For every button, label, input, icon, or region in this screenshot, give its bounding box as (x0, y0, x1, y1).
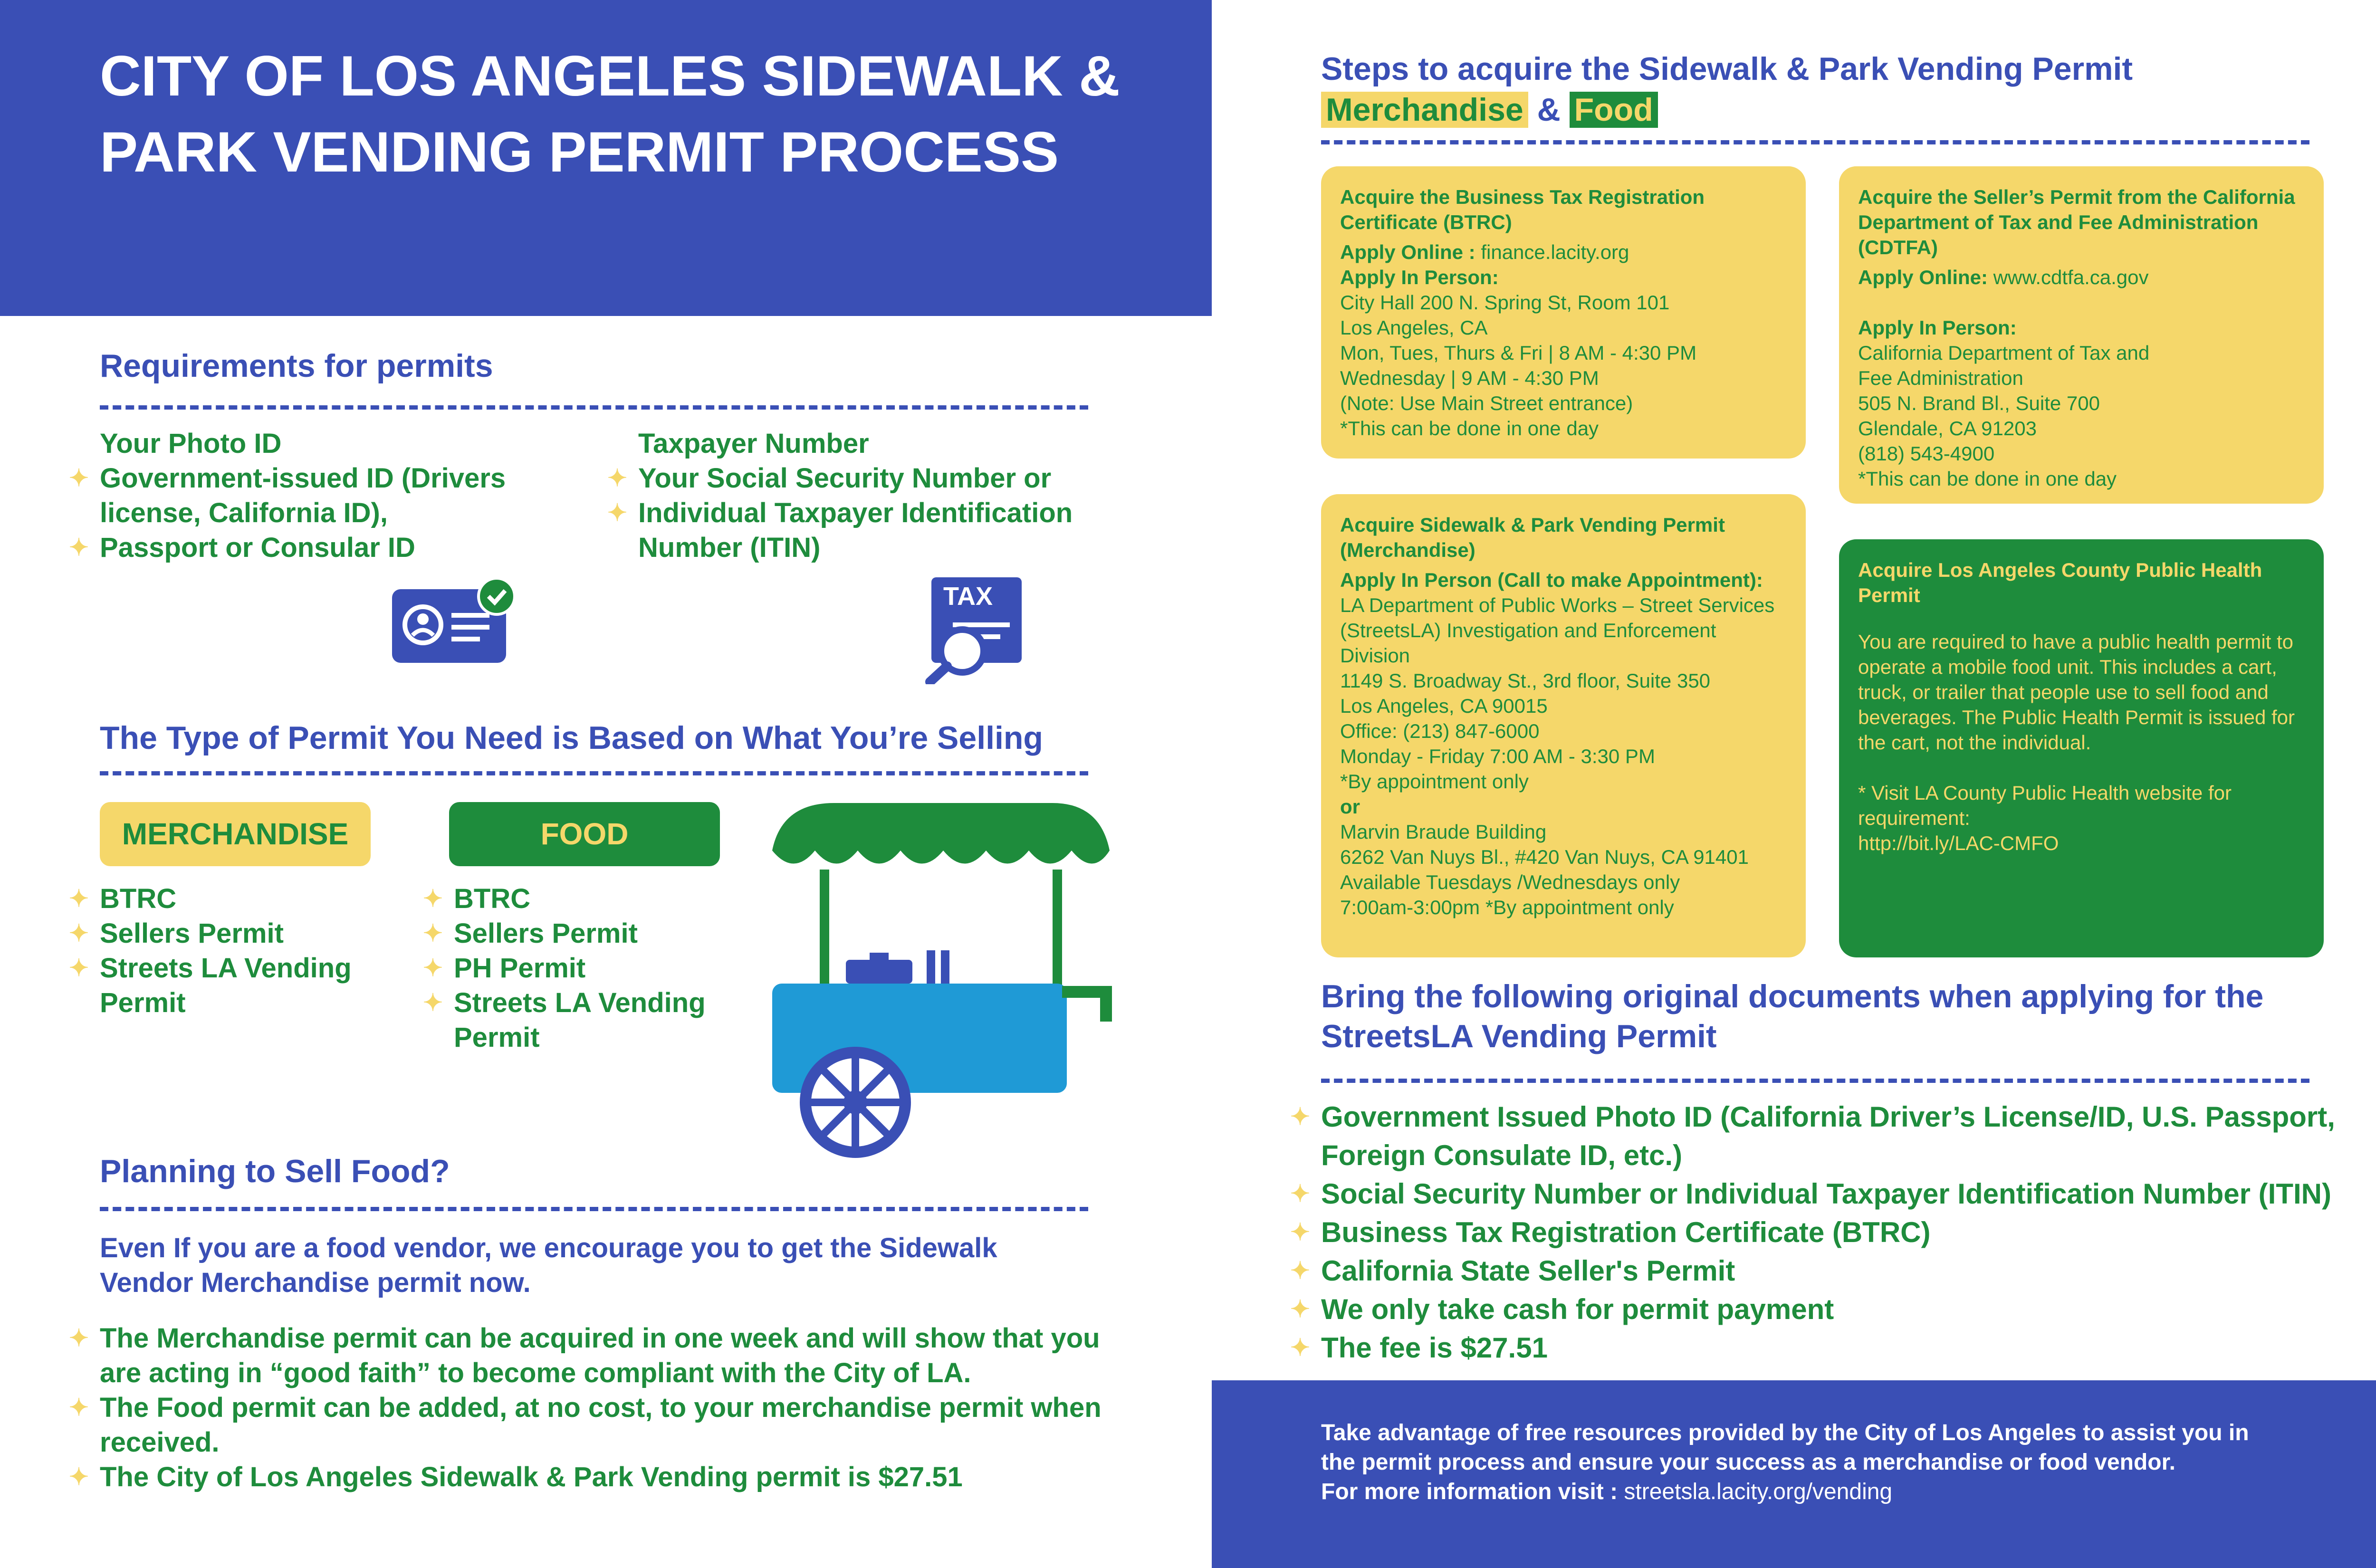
card-line: (818) 543-4900 (1858, 442, 1995, 465)
steps-title: Steps to acquire the Sidewalk & Park Vending Permit (1321, 51, 2133, 87)
footer-line: the permit process and ensure your success as a merchandise or food vendor. (1321, 1450, 2175, 1475)
card-line: *This can be done in one day (1340, 417, 1599, 440)
list-item: ✦ We only take cash for permit payment (1321, 1290, 2376, 1329)
tax-icon-label: TAX (943, 582, 993, 611)
card-line: Marvin Braude Building (1340, 821, 1547, 843)
card-line: Mon, Tues, Thurs & Fri | 8 AM - 4:30 PM (1340, 342, 1697, 364)
cdtfa-card-title: Acquire the Seller’s Permit from the California Department of Tax and Fee Administration (CDTFA) (1858, 186, 2295, 258)
divider (100, 771, 1088, 775)
food-tag: Food (1570, 92, 1658, 128)
apply-online-label: Apply Online: (1858, 266, 1988, 288)
list-item: ✦ Government Issued Photo ID (California Driver’s License/ID, U.S. Passport, Foreign Consulate ID, etc.) (1321, 1098, 2376, 1175)
apply-in-person-label: Apply In Person: (1858, 316, 2017, 339)
card-line: 6262 Van Nuys Bl., #420 Van Nuys, CA 91401 (1340, 846, 1749, 868)
merchandise-list (100, 881, 404, 1020)
list-item: ✦ Streets LA Vending Permit (100, 951, 404, 1020)
card-line: Monday - Friday 7:00 AM - 3:30 PM (1340, 745, 1655, 767)
btrc-card (1321, 166, 1806, 459)
card-line: 7:00am-3:00pm *By appointment only (1340, 896, 1674, 918)
list-item: ✦ Your Social Security Number or (638, 461, 1137, 496)
divider (100, 405, 1088, 410)
list-item: ✦ The Food permit can be added, at no cost, to your merchandise permit when received. (100, 1390, 1117, 1460)
list-item: ✦ The Merchandise permit can be acquired in one week and will show that you are acting in “good faith” to become compliant with the City of LA. (100, 1321, 1117, 1390)
page-title: CITY OF LOS ANGELES SIDEWALK & PARK VENDING PERMIT PROCESS (100, 44, 1120, 184)
health-card (1839, 539, 2324, 957)
divider (100, 1207, 1088, 1211)
list-item: ✦ The City of Los Angeles Sidewalk & Park Vending permit is $27.51 (100, 1460, 1117, 1494)
btrc-card-title: Acquire the Business Tax Registration Certificate (BTRC) (1340, 186, 1705, 233)
list-item: ✦ Sellers Permit (454, 916, 748, 951)
footer-text (1321, 1418, 2376, 1507)
planning-title: Planning to Sell Food? (100, 1153, 450, 1189)
taxpayer-list (638, 461, 1137, 565)
list-item: ✦ Sellers Permit (100, 916, 404, 951)
documents-title: Bring the following original documents when applying for the StreetsLA Vending Permit (1321, 978, 2264, 1054)
planning-intro: Even If you are a food vendor, we encourage you to get the Sidewalk Vendor Merchandise permit now. (100, 1233, 997, 1298)
planning-list (100, 1321, 1117, 1494)
ampersand: & (1537, 92, 1561, 128)
card-line: Wednesday | 9 AM - 4:30 PM (1340, 367, 1599, 389)
health-card-title: Acquire Los Angeles County Public Health Permit (1858, 559, 2262, 606)
card-line: Los Angeles, CA 90015 (1340, 695, 1548, 717)
or-label: or (1340, 795, 1360, 818)
list-item: ✦ Individual Taxpayer Identification Number (ITIN) (638, 496, 1137, 565)
health-card-link[interactable]: http://bit.ly/LAC-CMFO (1858, 832, 2059, 854)
list-item: ✦ BTRC (454, 881, 748, 916)
apply-online-link[interactable]: www.cdtfa.ca.gov (1993, 266, 2149, 288)
health-card-note: * Visit LA County Public Health website for requirement: (1858, 782, 2232, 829)
list-item: ✦ BTRC (100, 881, 404, 916)
vending-card-title: Acquire Sidewalk & Park Vending Permit (Merchandise) (1340, 514, 1725, 561)
list-item: ✦ Social Security Number or Individual Taxpayer Identification Number (ITIN) (1321, 1175, 2376, 1213)
food-list (454, 881, 748, 1055)
apply-in-person-label: Apply In Person (Call to make Appointment): (1340, 569, 1763, 591)
card-line: *By appointment only (1340, 770, 1529, 793)
merchandise-badge: MERCHANDISE (100, 802, 371, 866)
list-item: ✦ PH Permit (454, 951, 748, 985)
documents-list (1321, 1098, 2376, 1367)
card-line: LA Department of Public Works – Street Services (StreetsLA) Investigation and Enforcement Division (1340, 594, 1775, 667)
taxpayer-title: Taxpayer Number (638, 428, 869, 459)
permit-type-title: The Type of Permit You Need is Based on What You’re Selling (100, 720, 1043, 756)
merchandise-tag: Merchandise (1321, 92, 1528, 128)
card-line: *This can be done in one day (1858, 468, 2117, 490)
list-item: ✦ The fee is $27.51 (1321, 1329, 2376, 1367)
footer-line: Take advantage of free resources provided by the City of Los Angeles to assist you in (1321, 1420, 2249, 1445)
card-line: 505 N. Brand Bl., Suite 700 (1858, 392, 2100, 414)
food-cart-illustration (767, 798, 1114, 1159)
photo-id-title: Your Photo ID (100, 428, 282, 459)
divider (1321, 1079, 2309, 1083)
photo-id-list (100, 461, 589, 565)
requirements-title: Requirements for permits (100, 348, 493, 384)
tax-icon (924, 575, 1029, 684)
divider (1321, 140, 2309, 144)
list-item: ✦ Passport or Consular ID (100, 530, 589, 565)
vending-card (1321, 494, 1806, 957)
permit-tags (1321, 90, 1658, 129)
footer-link[interactable]: streetsla.lacity.org/vending (1624, 1479, 1893, 1504)
card-line: Glendale, CA 91203 (1858, 417, 2037, 440)
apply-in-person-label: Apply In Person: (1340, 266, 1499, 288)
card-line: Los Angeles, CA (1340, 316, 1488, 339)
health-card-body: You are required to have a public health permit to operate a mobile food unit. This includes a cart, truck, or trailer that people use to sell food and beverages. The Public Health Permit is issued for the cart, not the individual. (1858, 631, 2295, 754)
card-line: Office: (213) 847-6000 (1340, 720, 1540, 742)
footer-more-label: For more information visit : (1321, 1479, 1618, 1504)
apply-online-label: Apply Online : (1340, 241, 1475, 263)
list-item: ✦ Government-issued ID (Drivers license, California ID), (100, 461, 589, 530)
food-badge: FOOD (449, 802, 720, 866)
card-line: Fee Administration (1858, 367, 2023, 389)
card-line: California Department of Tax and (1858, 342, 2150, 364)
id-card-icon (390, 577, 518, 668)
apply-online-link[interactable]: finance.lacity.org (1481, 241, 1629, 263)
list-item: ✦ Business Tax Registration Certificate (BTRC) (1321, 1213, 2376, 1252)
cdtfa-card (1839, 166, 2324, 504)
list-item: ✦ Streets LA Vending Permit (454, 985, 748, 1055)
card-line: Available Tuesdays /Wednesdays only (1340, 871, 1680, 893)
card-line: (Note: Use Main Street entrance) (1340, 392, 1633, 414)
card-line: City Hall 200 N. Spring St, Room 101 (1340, 291, 1670, 314)
list-item: ✦ California State Seller's Permit (1321, 1252, 2376, 1290)
card-line: 1149 S. Broadway St., 3rd floor, Suite 350 (1340, 669, 1711, 692)
